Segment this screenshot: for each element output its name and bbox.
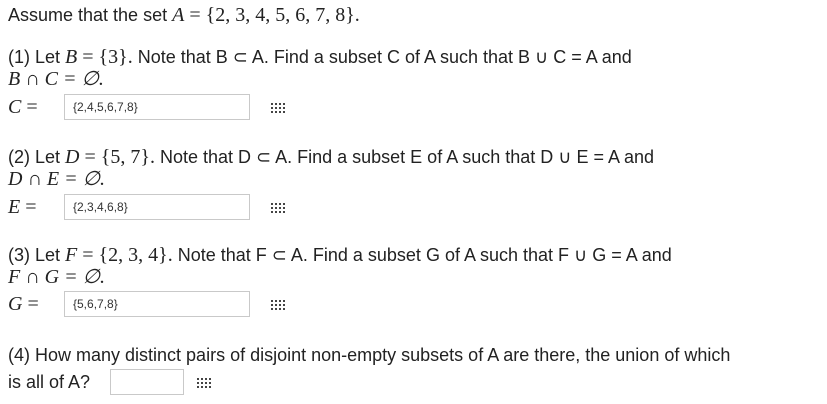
q3-answer-input[interactable]: {5,6,7,8} [64,291,250,317]
q1-equals: = [77,46,99,68]
q1-rest: Note that B ⊂ A. Find a subset C of A such that B ∪ C = A and [132,47,632,67]
q4-answer-input[interactable] [110,369,184,395]
q2-rest: Note that D ⊂ A. Find a subset E of A such that D ∪ E = A and [154,147,655,167]
q2-value: {5, 7}. [100,146,155,168]
question-1-line-1 [8,46,632,68]
q2-answer-label [8,196,64,219]
question-3-line-1 [8,244,672,266]
q1-answer-var: C [8,95,22,118]
q1-var: B [65,46,78,68]
grid-icon [271,299,285,310]
q1-grid-button[interactable] [250,97,306,117]
set-value: {2, 3, 4, 5, 6, 7, 8}. [205,4,360,26]
grid-icon [271,102,285,113]
q3-answer-var: G [8,292,23,315]
set-name: A [172,4,185,26]
q3-var: F [65,244,78,266]
q2-prefix: (2) Let [8,147,66,167]
equals-sign: = [184,4,206,26]
grid-icon [271,202,285,213]
q1-answer-input[interactable]: {2,4,5,6,7,8} [64,94,250,120]
question-3-answer-row [8,290,306,318]
q2-answer-input[interactable]: {2,3,4,6,8} [64,194,250,220]
q1-prefix: (1) Let [8,47,66,67]
q1-answer-label [8,96,64,119]
q2-grid-button[interactable] [250,197,306,217]
grid-icon [197,377,211,388]
intro-line [8,4,360,26]
question-1-line-2: B ∩ C = ∅. [8,68,104,90]
q1-value: {3}. [98,46,133,68]
q4-line-2: is all of A? [8,371,91,392]
q2-equals: = [79,146,101,168]
question-4-answer-row [8,368,224,396]
q1-answer-eq: = [21,95,38,118]
q2-answer-eq: = [20,195,37,218]
q3-answer-label [8,293,64,316]
q3-answer-eq: = [22,292,39,315]
intro-text: Assume that the set [8,5,173,25]
q3-prefix: (3) Let [8,245,66,265]
q3-equals: = [77,244,99,266]
q3-value: {2, 3, 4}. [98,244,173,266]
q3-rest: Note that F ⊂ A. Find a subset G of A such that F ∪ G = A and [172,245,672,265]
q2-var: D [65,146,80,168]
question-2-answer-row [8,193,306,221]
question-2-line-2: D ∩ E = ∅. [8,168,106,190]
q3-grid-button[interactable] [250,294,306,314]
question-2-line-1 [8,146,654,168]
question-1-answer-row [8,93,306,121]
question-4-line-1: (4) How many distinct pairs of disjoint non-empty subsets of A are there, the union of which [8,345,731,365]
q2-answer-var: E [8,195,21,218]
q4-grid-button[interactable] [184,372,224,392]
question-3-line-2: F ∩ G = ∅. [8,266,106,288]
